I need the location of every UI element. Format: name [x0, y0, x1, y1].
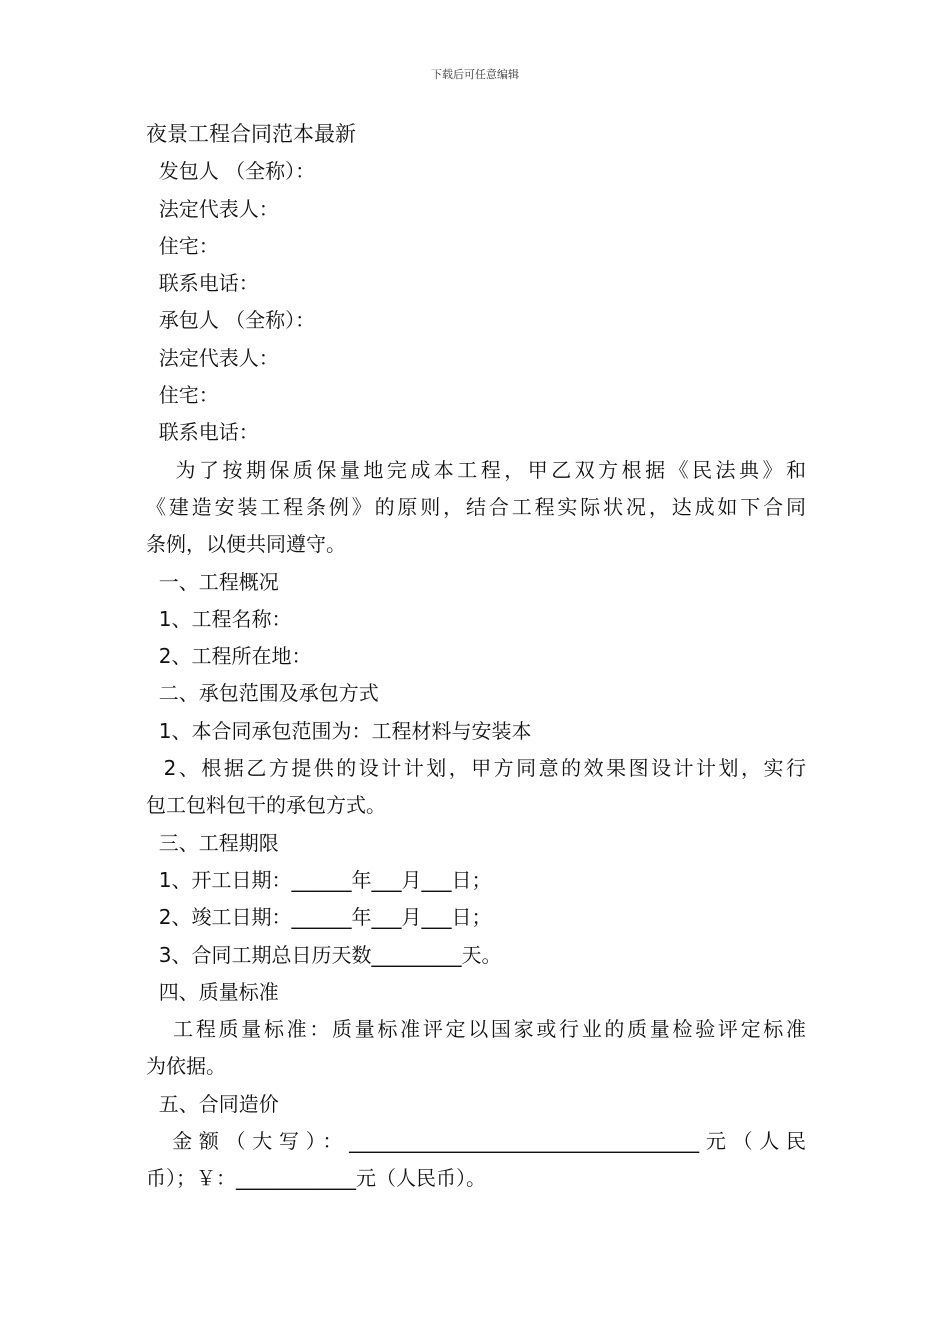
contractor-name-line: 承包人 （全称）：: [146, 308, 316, 333]
clause-line: 2、竣工日期：______年___月___日；: [146, 905, 492, 930]
clause-line: 1、工程名称：: [146, 606, 292, 631]
section-heading: 四、质量标准: [146, 979, 279, 1004]
clause-line: 1、本合同承包范围为：工程材料与安装本: [146, 718, 532, 743]
clause-line: 为依据。: [146, 1054, 226, 1079]
clause-line: 2、根据乙方提供的设计计划，甲方同意的效果图设计计划，实行: [146, 756, 806, 781]
contractor-address-line: 住宅：: [146, 383, 219, 408]
document-title: 夜景工程合同范本最新: [146, 122, 356, 146]
section-heading: 三、工程期限: [146, 830, 279, 855]
clause-line: 币）；￥：____________元（人民币）。: [146, 1166, 486, 1191]
employer-phone-line: 联系电话：: [146, 271, 259, 296]
clause-line: 2、工程所在地：: [146, 644, 312, 669]
clause-line: 金额（大写）：___________________________________元（人民: [146, 1129, 806, 1154]
clause-line: 1、开工日期：______年___月___日；: [146, 867, 492, 892]
page-header: 下载后可任意编辑: [431, 68, 519, 81]
preamble-line: 《建造安装工程条例》的原则，结合工程实际状况，达成如下合同: [146, 494, 806, 519]
document-body: [146, 116, 806, 1198]
contractor-phone-line: 联系电话：: [146, 420, 259, 445]
employer-address-line: 住宅：: [146, 233, 219, 258]
contractor-representative-line: 法定代表人：: [146, 345, 279, 370]
section-heading: 五、合同造价: [146, 1091, 279, 1116]
preamble-line: 为了按期保质保量地完成本工程，甲乙双方根据《民法典》和: [146, 457, 806, 482]
employer-name-line: 发包人 （全称）：: [146, 159, 316, 184]
clause-line: 3、合同工期总日历天数_________天。: [146, 942, 502, 967]
employer-representative-line: 法定代表人：: [146, 196, 279, 221]
clause-line: 包工包料包干的承包方式。: [146, 793, 386, 818]
preamble-line: 条例，以便共同遵守。: [146, 532, 346, 557]
clause-line: 工程质量标准：质量标准评定以国家或行业的质量检验评定标准: [146, 1017, 806, 1042]
section-heading: 二、承包范围及承包方式: [146, 681, 379, 706]
section-heading: 一、工程概况: [146, 569, 279, 594]
